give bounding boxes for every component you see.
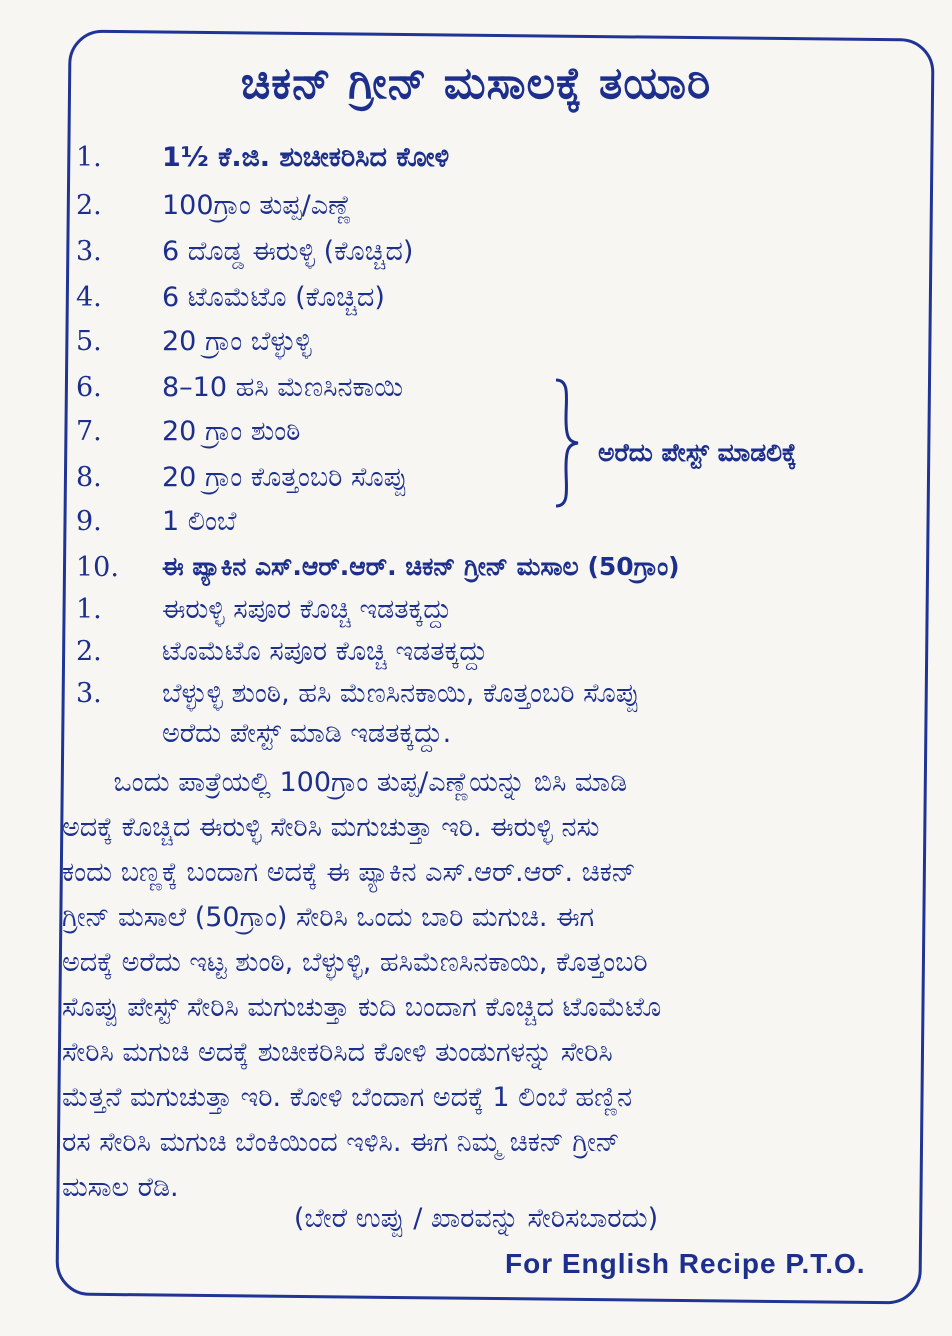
step-number: 1. [76,594,102,625]
paste-group-label: ಅರೆದು ಪೇಸ್ಟ್ ಮಾಡಲಿಕ್ಕೆ [598,438,797,467]
paragraph-line: ಒಂದು ಪಾತ್ರೆಯಲ್ಲಿ 100ಗ್ರಾಂ ತುಪ್ಪ/ಎಣ್ಣೆಯನ್ನು ಬಿಸಿ ಮಾಡಿ [62,767,628,798]
ingredient-text: 8–10 ಹಸಿ ಮೆಣಸಿನಕಾಯಿ [162,372,404,403]
paragraph-line: ಗ್ರೀನ್ ಮಸಾಲೆ (50ಗ್ರಾಂ) ಸೇರಿಸಿ ಒಂದು ಬಾರಿ ಮಗುಚಿ. ಈಗ [62,902,595,933]
ingredient-number: 1. [76,142,102,173]
step-text-continued: ಅರೆದು ಪೇಸ್ಟ್ ಮಾಡಿ ಇಡತಕ್ಕದ್ದು. [162,718,452,749]
step-number: 2. [76,636,102,667]
paragraph-line: ರಸ ಸೇರಿಸಿ ಮಗುಚಿ ಬೆಂಕಿಯಿಂದ ಇಳಿಸಿ. ಈಗ ನಿಮ್ಮ ಚಿಕನ್ ಗ್ರೀನ್ [62,1127,620,1158]
paragraph-line: ಸೇರಿಸಿ ಮಗುಚಿ ಅದಕ್ಕೆ ಶುಚೀಕರಿಸಿದ ಕೋಳಿ ತುಂಡುಗಳನ್ನು ಸೇರಿಸಿ [62,1037,613,1068]
step-text: ಟೊಮೆಟೊ ಸಪೂರ ಕೊಚ್ಚಿ ಇಡತಕ್ಕದ್ದು [162,636,488,667]
paragraph-line: ಅದಕ್ಕೆ ಕೊಚ್ಚಿದ ಈರುಳ್ಳಿ ಸೇರಿಸಿ ಮಗುಚುತ್ತಾ ಇರಿ. ಈರುಳ್ಳಿ ನಸು [62,812,600,843]
ingredient-text: 20 ಗ್ರಾಂ ಶುಂಠಿ [162,416,301,447]
recipe-title: ಚಿಕನ್ ಗ್ರೀನ್ ಮಸಾಲಕ್ಕೆ ತಯಾರಿ [240,58,712,109]
ingredient-number: 4. [76,282,102,313]
paragraph-line: ಮಸಾಲ ರೆಡಿ. [62,1172,179,1203]
paragraph-line: ಅದಕ್ಕೆ ಅರೆದು ಇಟ್ಟ ಶುಂಠಿ, ಬೆಳ್ಳುಳ್ಳಿ, ಹಸಿಮೆಣಸಿನಕಾಯಿ, ಕೊತ್ತಂಬರಿ [62,947,648,978]
step-text: ಈರುಳ್ಳಿ ಸಪೂರ ಕೊಚ್ಚಿ ಇಡತಕ್ಕದ್ದು [162,594,452,625]
ingredient-text: 1½ ಕೆ.ಜಿ. ಶುಚೀಕರಿಸಿದ ಕೋಳಿ [162,142,450,173]
ingredient-number: 6. [76,372,102,403]
paragraph-line: ಮೆತ್ತನೆ ಮಗುಚುತ್ತಾ ಇರಿ. ಕೋಳಿ ಬೆಂದಾಗ ಅದಕ್ಕೆ 1 ಲಿಂಬೆ ಹಣ್ಣಿನ [62,1082,633,1113]
paragraph-line: ಸೊಪ್ಪು ಪೇಸ್ಟ್ ಸೇರಿಸಿ ಮಗುಚುತ್ತಾ ಕುದಿ ಬಂದಾಗ ಕೊಚ್ಚಿದ ಟೊಮೆಟೊ [62,992,662,1023]
ingredient-text: 6 ಟೊಮೆಟೊ (ಕೊಚ್ಚಿದ) [162,282,385,313]
ingredient-text: 20 ಗ್ರಾಂ ಬೆಳ್ಳುಳ್ಳಿ [162,326,312,357]
curly-brace-icon [552,378,580,508]
english-recipe-footer: For English Recipe P.T.O. [505,1248,866,1279]
ingredient-text: 6 ದೊಡ್ಡ ಈರುಳ್ಳಿ (ಕೊಚ್ಚಿದ) [162,236,414,267]
step-number: 3. [76,678,102,709]
ingredient-number: 9. [76,506,102,537]
ingredient-number: 10. [76,552,119,583]
ingredient-number: 7. [76,416,102,447]
ingredient-number: 2. [76,190,102,221]
ingredient-number: 8. [76,462,102,493]
ingredient-text: ಈ ಪ್ಯಾಕಿನ ಎಸ್.ಆರ್.ಆರ್. ಚಿಕನ್ ಗ್ರೀನ್ ಮಸಾಲ (50ಗ್ರಾಂ) [162,552,680,581]
ingredient-text: 1 ಲಿಂಬೆ [162,506,237,537]
step-text: ಬೆಳ್ಳುಳ್ಳಿ ಶುಂಠಿ, ಹಸಿ ಮೆಣಸಿನಕಾಯಿ, ಕೊತ್ತಂಬರಿ ಸೊಪ್ಪು [162,678,640,709]
ingredient-number: 5. [76,326,102,357]
salt-note: (ಬೇರೆ ಉಪ್ಪು / ಖಾರವನ್ನು ಸೇರಿಸಬಾರದು) [293,1203,659,1234]
ingredient-text: 20 ಗ್ರಾಂ ಕೊತ್ತಂಬರಿ ಸೊಪ್ಪು [162,462,408,493]
ingredient-text: 100ಗ್ರಾಂ ತುಪ್ಪ/ಎಣ್ಣೆ [162,190,352,221]
paragraph-line: ಕಂದು ಬಣ್ಣಕ್ಕೆ ಬಂದಾಗ ಅದಕ್ಕೆ ಈ ಪ್ಯಾಕಿನ ಎಸ್.ಆರ್.ಆರ್. ಚಿಕನ್ [62,857,636,888]
method-paragraph [62,760,914,1210]
ingredient-number: 3. [76,236,102,267]
